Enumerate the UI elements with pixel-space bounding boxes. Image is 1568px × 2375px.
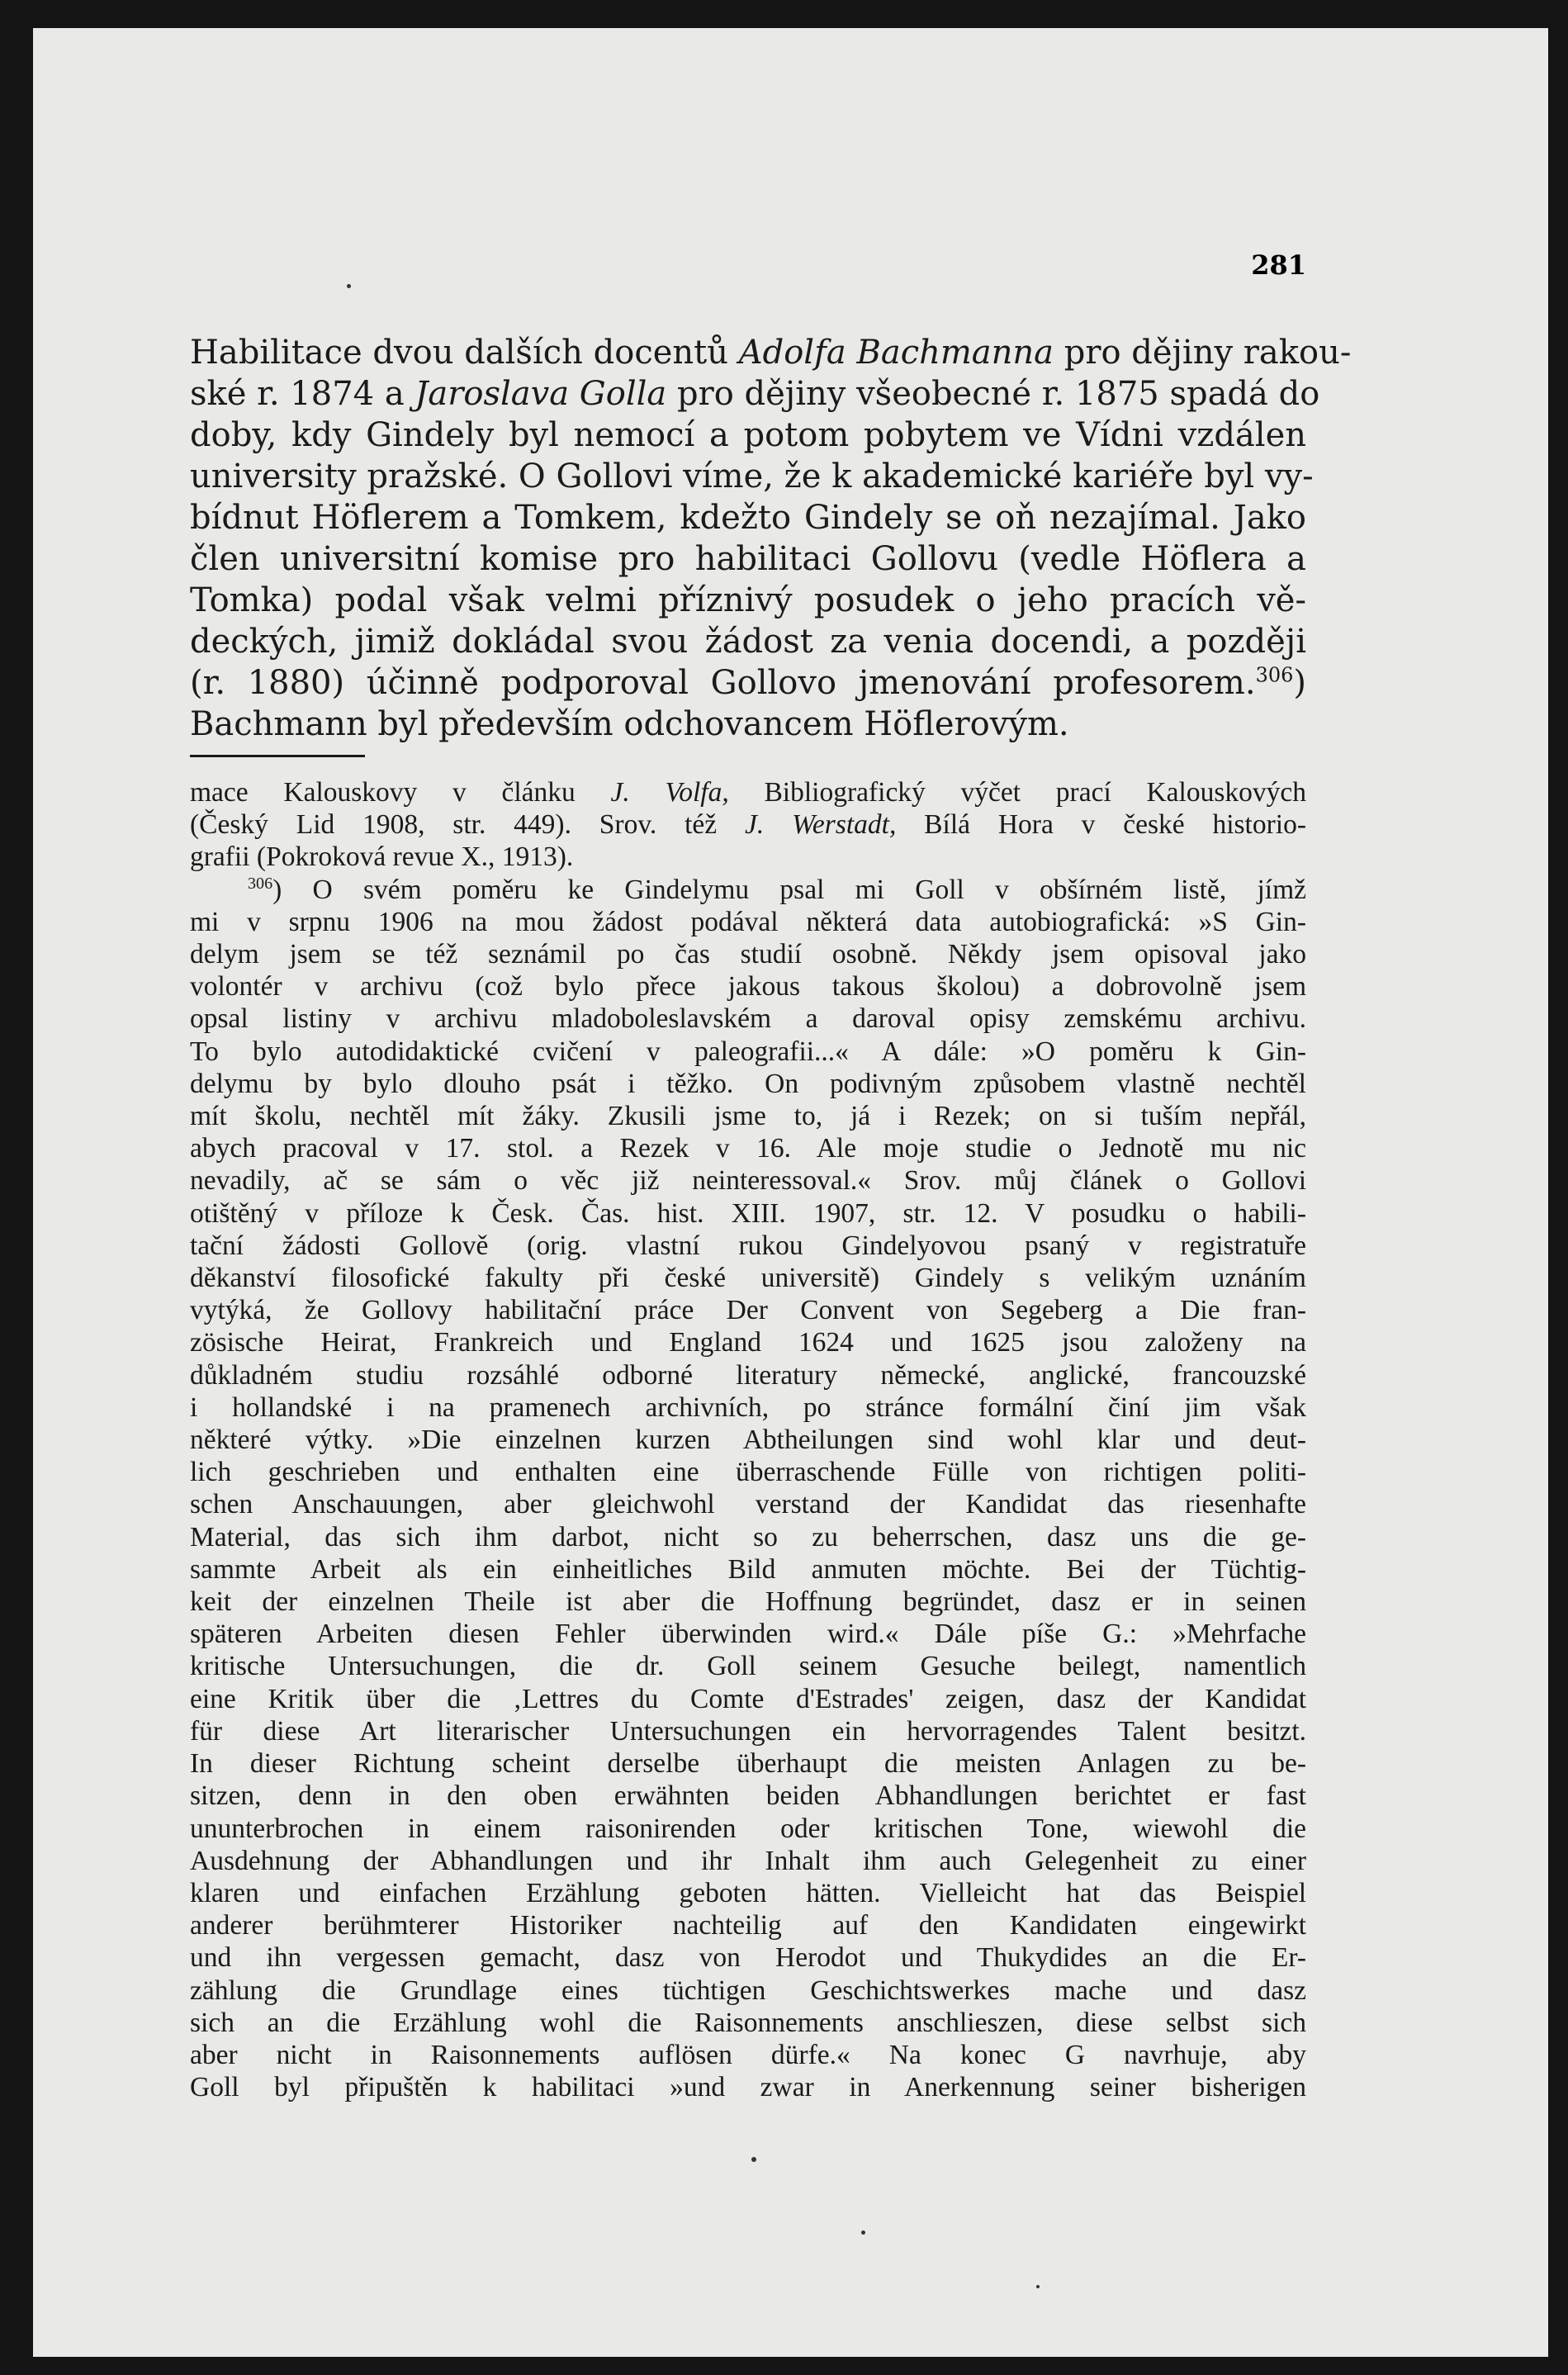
text-line: [190, 841, 1306, 873]
text-line: [190, 1262, 1306, 1294]
italic-text: Adolfa Bachmanna: [738, 334, 1054, 372]
text-run: sich an die Erzählung wohl die Raisonnements anschlieszen, diese selbst sich: [190, 2007, 1306, 2038]
text-line: [190, 1715, 1306, 1747]
ink-speck: [751, 2157, 756, 2162]
text-run: und ihn vergessen gemacht, dasz von Herodot und Thukydides an die Er-: [190, 1942, 1306, 1974]
text-line: [190, 1618, 1306, 1650]
text-line: [190, 1391, 1306, 1424]
text-run: späteren Arbeiten diesen Fehler überwinden wird.« Dále píše G.: »Mehrfache: [190, 1619, 1306, 1650]
text-run: opsal listiny v archivu mladoboleslavském a daroval opisy zemskému archivu.: [190, 1003, 1306, 1035]
text-line: [190, 1813, 1306, 1845]
text-line: [190, 1230, 1306, 1262]
text-run: některé výtky. »Die einzelnen kurzen Abtheilungen sind wohl klar und deut-: [190, 1425, 1306, 1456]
footnote-mark: 306: [248, 874, 273, 893]
text-run: Tomka) podal však velmi příznivý posudek o jeho pracích vě-: [190, 581, 1306, 619]
text-run: delym jsem se též seznámil po čas studií osobně. Někdy jsem opisoval jako: [190, 939, 1306, 970]
text-run: Ausdehnung der Abhandlungen und ihr Inhalt ihm auch Gelegenheit zu einer: [190, 1845, 1306, 1876]
text-line: [190, 1100, 1306, 1132]
text-run: člen universitní komise pro habilitaci Gollovu (vedle Höflera a: [190, 540, 1306, 578]
text-run: In dieser Richtung scheint derselbe überhaupt die meisten Anlagen zu be-: [190, 1748, 1306, 1780]
text-line: [190, 808, 1306, 841]
text-run: grafii (Pokroková revue X., 1913).: [190, 841, 574, 873]
text-run: eine Kritik über die ‚Lettres du Comte d'Estrades' zeigen, dasz der Kandidat: [190, 1683, 1306, 1714]
text-run: mít školu, nechtěl mít žáky. Zkusili jsme to, já i Rezek; on si tuším nepřál,: [190, 1101, 1306, 1132]
footnote-mark: 306: [1255, 663, 1294, 687]
text-line: [190, 2007, 1306, 2039]
ink-speck: [347, 284, 351, 288]
text-line: [190, 580, 1306, 621]
text-line: [190, 906, 1306, 938]
text-line: [190, 704, 1306, 745]
text-line: [190, 1650, 1306, 1682]
text-run: Bílá Hora v české historio-: [896, 809, 1306, 841]
text-line: [190, 1683, 1306, 1715]
text-run: sammte Arbeit als ein einheitliches Bild anmuten möchte. Bei der Tüchtig-: [190, 1553, 1306, 1585]
text-run: Bachmann byl především odchovancem Höflerovým.: [190, 705, 1069, 743]
text-line: [190, 1068, 1306, 1100]
text-run: děkanství filosofické fakulty při české universitě) Gindely s velikým uznáním: [190, 1263, 1306, 1294]
italic-text: Jaroslava Golla: [415, 375, 667, 413]
text-line: [190, 1197, 1306, 1230]
book-page: [33, 28, 1548, 2357]
text-run: To bylo autodidaktické cvičení v paleografii...« A dále: »O poměru k Gin-: [190, 1036, 1306, 1067]
text-line: [190, 332, 1352, 373]
page-number: 281: [1251, 249, 1306, 281]
text-line: [190, 621, 1306, 662]
text-line: [190, 1909, 1306, 1941]
italic-text: J. Werstadt,: [745, 809, 897, 841]
text-run: Bibliografický výčet prací Kalouskových: [728, 777, 1306, 808]
text-run: tační žádosti Gollově (orig. vlastní rukou Gindelyovou psaný v registratuře: [190, 1230, 1306, 1261]
text-line: [190, 1326, 1306, 1358]
text-line: [190, 1521, 1306, 1553]
text-line: [190, 1586, 1306, 1618]
text-line: [190, 1003, 1306, 1035]
text-run: nevadily, ač se sám o věc již neinteressoval.« Srov. můj článek o Gollovi: [190, 1165, 1306, 1197]
ink-speck: [861, 2230, 865, 2235]
text-line: [190, 1780, 1306, 1812]
text-line: [190, 1164, 1306, 1197]
text-run: Material, das sich ihm darbot, nicht so zu beherrschen, dasz uns die ge-: [190, 1521, 1306, 1553]
text-run: Habilitace dvou dalších docentů: [190, 334, 739, 372]
text-line: [190, 776, 1306, 808]
text-run: kritische Untersuchungen, die dr. Goll seinem Gesuche beilegt, namentlich: [190, 1651, 1306, 1682]
text-run: für diese Art literarischer Untersuchungen ein hervorragendes Talent besitzt.: [190, 1715, 1306, 1747]
text-line: [190, 1941, 1306, 1974]
text-run: ské r. 1874 a: [190, 375, 415, 413]
text-line: [190, 1359, 1306, 1391]
main-text: [190, 332, 1352, 745]
text-run: pro dějiny všeobecné r. 1875 spadá do: [666, 375, 1320, 413]
text-run: (r. 1880) účinně podporoval Gollovo jmenování profesorem.: [190, 664, 1256, 702]
text-line: [190, 970, 1306, 1003]
ink-speck: [1036, 2285, 1040, 2288]
text-run: zösische Heirat, Frankreich und England 1624 und 1625 jsou založeny na: [190, 1327, 1306, 1358]
text-line: [190, 1132, 1306, 1164]
text-line: [190, 1747, 1306, 1780]
text-run: i hollandské i na pramenech archivních, po stránce formální činí jim však: [190, 1391, 1306, 1423]
text-run: ): [1293, 664, 1306, 702]
text-run: doby, kdy Gindely byl nemocí a potom pobytem ve Vídni vzdálen: [190, 416, 1306, 454]
text-run: lich geschrieben und enthalten eine überraschende Fülle von richtigen politi-: [190, 1457, 1306, 1488]
text-line: [190, 456, 1314, 497]
text-run: pro dějiny rakou-: [1054, 334, 1352, 372]
text-line: [190, 497, 1306, 538]
text-line: [190, 1974, 1306, 2007]
text-run: university pražské. O Gollovi víme, že k akademické kariéře byl vy-: [190, 457, 1314, 495]
text-run: bídnut Höflerem a Tomkem, kdežto Gindely se oň nezajímal. Jako: [190, 499, 1306, 537]
text-run: Goll byl připuštěn k habilitaci »und zwar in Anerkennung seiner bisherigen: [190, 2072, 1306, 2103]
text-run: sitzen, denn in den oben erwähnten beiden Abhandlungen berichtet er fast: [190, 1780, 1306, 1812]
text-line: [190, 1553, 1306, 1586]
text-run: delymu by bylo dlouho psát i těžko. On podivným způsobem vlastně nechtěl: [190, 1068, 1306, 1099]
text-run: schen Anschauungen, aber gleichwohl verstand der Kandidat das riesenhafte: [190, 1489, 1306, 1520]
text-line: [190, 1488, 1306, 1520]
footnote-separator: [190, 755, 365, 757]
text-line: [190, 538, 1306, 580]
italic-text: J. Volfa,: [610, 777, 729, 808]
text-run: zählung die Grundlage eines tüchtigen Geschichtswerkes mache und dasz: [190, 1974, 1306, 2006]
text-run: anderer berühmterer Historiker nachteilig auf den Kandidaten eingewirkt: [190, 1910, 1306, 1941]
text-run: (Český Lid 1908, str. 449). Srov. též: [190, 809, 745, 841]
text-run: abych pracoval v 17. stol. a Rezek v 16. Ale moje studie o Jednotě mu nic: [190, 1133, 1306, 1164]
text-line: [190, 938, 1306, 970]
text-line: [190, 1424, 1306, 1456]
text-run: mi v srpnu 1906 na mou žádost podával některá data autobiografická: »S Gin-: [190, 906, 1306, 937]
text-run: volontér v archivu (což bylo přece jakous takous školou) a dobrovolně jsem: [190, 971, 1306, 1003]
text-line: [190, 662, 1306, 704]
text-line: [190, 2039, 1306, 2071]
text-run: ununterbrochen in einem raisonirenden oder kritischen Tone, wiewohl die: [190, 1813, 1306, 1844]
text-line: [190, 1845, 1306, 1877]
text-line: [190, 874, 1306, 906]
text-line: [190, 2071, 1306, 2103]
text-line: [190, 1294, 1306, 1326]
text-run: ) O svém poměru ke Gindelymu psal mi Goll v obšírném listě, jímž: [272, 874, 1306, 905]
text-run: keit der einzelnen Theile ist aber die Hoffnung begründet, dasz er in seinen: [190, 1586, 1306, 1618]
text-run: klaren und einfachen Erzählung geboten hätten. Vielleicht hat das Beispiel: [190, 1877, 1306, 1908]
text-line: [190, 415, 1306, 456]
text-line: [190, 1456, 1306, 1488]
text-line: [190, 373, 1320, 415]
text-line: [190, 1036, 1306, 1068]
text-run: vytýká, že Gollovy habilitační práce Der Convent von Segeberg a Die fran-: [190, 1295, 1306, 1326]
text-run: mace Kalouskovy v článku: [190, 777, 611, 808]
text-run: aber nicht in Raisonnements auflösen dürfe.« Na konec G navrhuje, aby: [190, 2039, 1306, 2070]
text-run: otištěný v příloze k Česk. Čas. hist. XIII. 1907, str. 12. V posudku o habili-: [190, 1197, 1306, 1229]
text-run: deckých, jimiž dokládal svou žádost za venia docendi, a později: [190, 623, 1306, 661]
footnotes: [190, 776, 1306, 2103]
text-run: důkladném studiu rozsáhlé odborné literatury německé, anglické, francouzské: [190, 1359, 1306, 1391]
text-line: [190, 1877, 1306, 1909]
